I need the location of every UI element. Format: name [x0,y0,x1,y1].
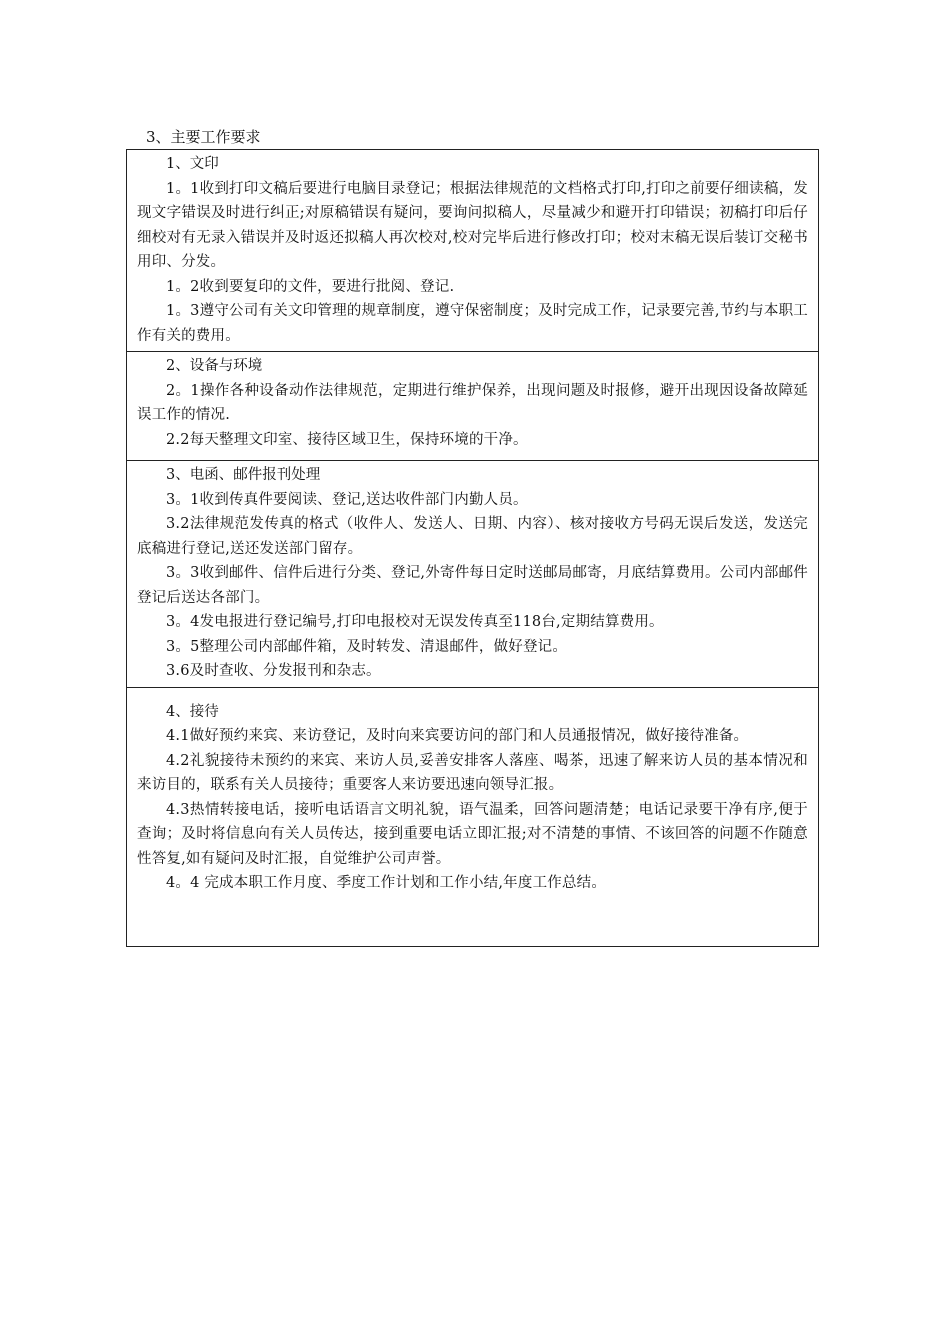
work-requirements-table [126,149,819,947]
requirement-paragraph: 4。4 完成本职工作月度、季度工作计划和工作小结,年度工作总结。 [166,875,607,891]
table-row [127,461,819,688]
requirement-paragraph: 4.1做好预约来宾、来访登记，及时向来宾要访问的部门和人员通报情况，做好接待准备。 [166,728,749,744]
requirement-paragraph: 4.3热情转接电话，接听电话语言文明礼貌，语气温柔，回答问题清楚；电话记录要干净有序,便于查询；及时将信息向有关人员传达，接到重要电话立即汇报;对不清楚的事情、不该回答的问题不作随意性答复,如有疑问及时汇报，自觉维护公司声誉。 [137,801,808,867]
requirement-paragraph: 3.2法律规范发传真的格式（收件人、发送人、日期、内容）、核对接收方号码无误后发送，发送完底稿进行登记,送还发送部门留存。 [137,516,808,557]
requirement-paragraph: 3。3收到邮件、信件后进行分类、登记,外寄件每日定时送邮局邮寄，月底结算费用。公司内部邮件登记后送达各部门。 [137,565,808,606]
section-title: 4、接待 [166,703,219,720]
table-cell [127,352,819,461]
table-row [127,687,819,946]
table-cell [127,461,819,688]
requirement-paragraph: 3。5整理公司内部邮件箱，及时转发、清退邮件，做好登记。 [166,638,568,655]
requirement-paragraph: 4.2礼貌接待未预约的来宾、来访人员,妥善安排客人落座、喝茶，迅速了解来访人员的基本情况和来访目的，联系有关人员接待；重要客人来访要迅速向领导汇报。 [137,752,808,793]
requirement-paragraph: 3。1收到传真件要阅读、登记,送达收件部门内勤人员。 [166,491,528,508]
requirement-paragraph: 1。2收到要复印的文件，要进行批阅、登记. [166,278,455,295]
requirement-paragraph: 3。4发电报进行登记编号,打印电报校对无误发传真至118台,定期结算费用。 [166,614,664,630]
requirement-paragraph: 1。3遵守公司有关文印管理的规章制度，遵守保密制度；及时完成工作，记录要完善,节约与本职工作有关的费用。 [137,303,808,344]
requirement-paragraph: 2.2每天整理文印室、接待区域卫生，保持环境的干净。 [166,431,528,448]
section-title: 2、设备与环境 [166,358,263,374]
table-row [127,352,819,461]
table-row [127,150,819,352]
table-cell [127,150,819,352]
section-heading: 3、主要工作要求 [146,128,261,146]
requirement-paragraph: 2。1操作各种设备动作法律规范，定期进行维护保养，出现问题及时报修，避开出现因设备故障延误工作的情况. [137,382,808,423]
section-title: 1、文印 [166,156,219,172]
section-title: 3、电函、邮件报刊处理 [166,467,321,483]
requirement-paragraph: 1。1收到打印文稿后要进行电脑目录登记；根据法律规范的文档格式打印,打印之前要仔细读稿，发现文字错误及时进行纠正;对原稿错误有疑问，要询问拟稿人，尽量减少和避开打印错误；初稿打印后仔细校对有无录入错误并及时返还拟稿人再次校对,校对完毕后进行修改打印；校对末稿无误后装订交秘书用印、分发。 [137,180,808,270]
requirement-paragraph: 3.6及时查收、分发报刊和杂志。 [166,663,381,679]
table-cell [127,687,819,946]
